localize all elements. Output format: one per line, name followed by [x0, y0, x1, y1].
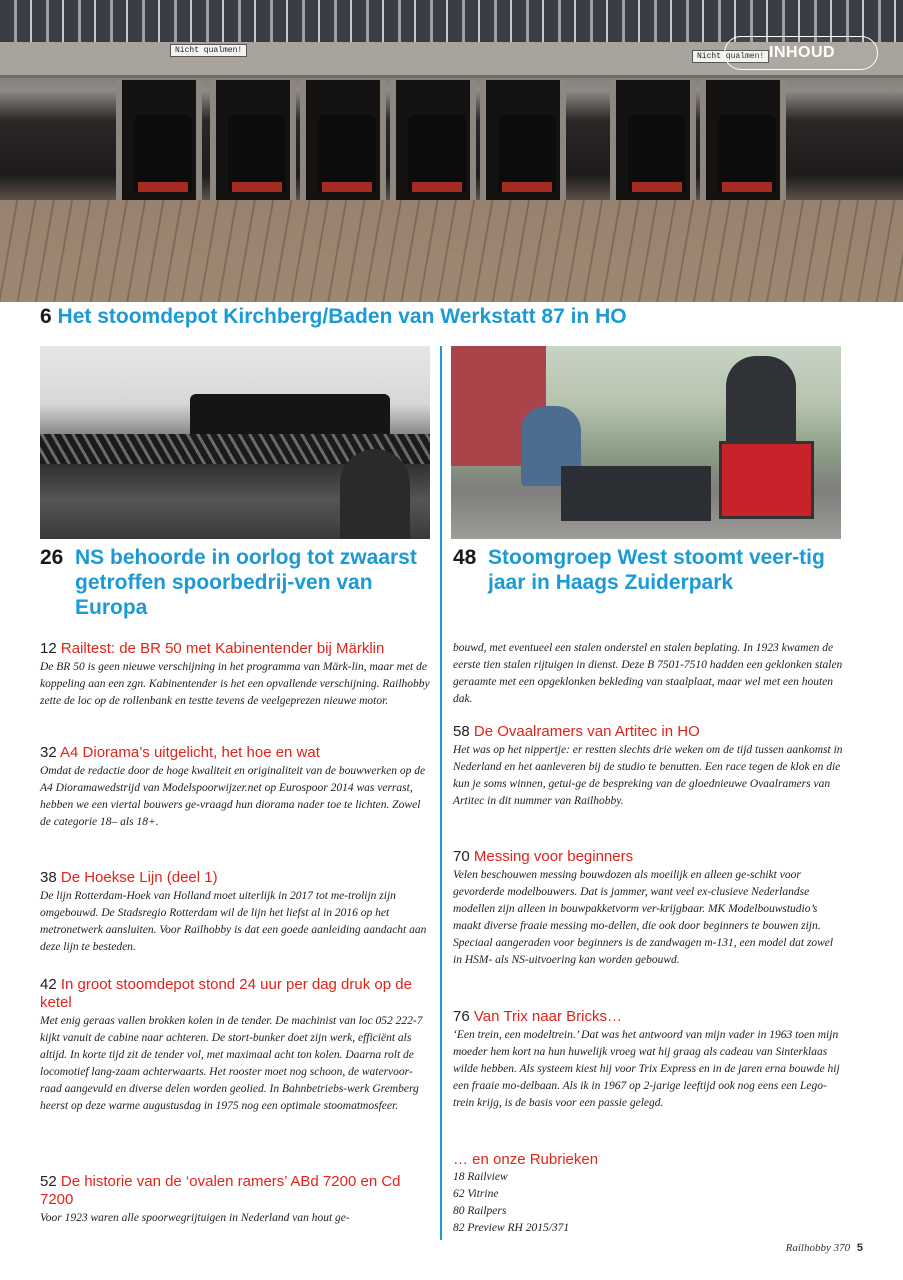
photo-stoomgroep-west: [451, 346, 841, 539]
loco-bay: [480, 80, 566, 200]
article-number: 58: [453, 723, 470, 740]
article-summary: De BR 50 is geen nieuwe verschijning in het programma van Märk-lin, maar met de koppeling aan een zgn. Kabinentender is het een opvallende verschijning. Railhobby zette de loc op de rollenbank en testte tevens de veelgeprezen nieuwe motor.: [40, 661, 430, 707]
article-title: De historie van de ‘ovalen ramers’ ABd 7200 en Cd 7200: [40, 1173, 401, 1208]
article-title: De Ovaalramers van Artitec in HO: [473, 723, 700, 740]
page-footer: [786, 1242, 863, 1254]
article-52-continued: [453, 639, 843, 708]
magazine-issue: Railhobby 370: [785, 1242, 851, 1254]
article-summary: Omdat de redactie door de hoge kwaliteit en originaliteit van de bouwwerken op de A4 Dioramawedstrijd van Modelspoorwijzer.net op Eurospoor 2014 was verrast, hebben we een viertal bouwers ge-vraagd hun diorama nader toe te lichten. Zowel de categorie 18– als 18+.: [40, 765, 426, 828]
article-32[interactable]: [40, 744, 430, 831]
feature-26-title: NS behoorde in oorlog tot zwaarst getroffen spoorbedrij-ven van Europa: [75, 546, 417, 619]
article-58[interactable]: [453, 723, 843, 810]
turntable-floor: [0, 200, 903, 302]
article-summary: Het was op het nippertje: er restten slechts drie weken om de tijd tussen aankomst in Nederland en het aanleveren bij de studio te benutten. Een race tegen de klok en die kun je soms winnen, getui-ge de bespreking van de gloednieuwe Ovaalramers van Artitec in dit nummer van Railhobby.: [453, 744, 843, 807]
loco-bay: [610, 80, 696, 200]
feature-48-number: 48: [453, 546, 477, 569]
article-12[interactable]: [40, 640, 430, 710]
article-title: In groot stoomdepot stond 24 uur per dag druk op de ketel: [40, 976, 412, 1011]
photo-wartime-bridge: [40, 346, 430, 539]
rubriek-item[interactable]: 80 Railpers: [453, 1205, 507, 1217]
hero-photo-roundhouse: [0, 0, 903, 302]
rubriek-item[interactable]: 62 Vitrine: [453, 1188, 499, 1200]
article-76[interactable]: [453, 1008, 843, 1112]
article-summary: Met enig geraas vallen brokken kolen in de tender. De machinist van loc 052 222-7 kijkt vanuit de cabine naar achteren. De stort-bunker doet zijn werk, efficiënt als altijd. In korte tijd zit de tender vol, met maximaal acht ton kolen. Daarna rolt de locomotief lang-zaam achterwaarts. Het rooster moet nog schoon, de watervoor-raad aangevuld en diverse delen worden geolied. In Bahnbetriebs-werk Gremberg heerst op deze warme augustusdag in 1975 nog een optimale stoomatmosfeer.: [40, 1015, 423, 1112]
article-title: Messing voor beginners: [473, 848, 634, 865]
article-summary-continued: bouwd, met eventueel een stalen onderstel en stalen beplating. In 1923 kwamen de eerste tien stalen rijtuigen in dienst. Deze B 7501-7510 hadden een geklonken stalen geraamte met een opgeklonken bekleding van staalplaat, maar wel met een houten dak.: [453, 642, 843, 705]
lead-headline[interactable]: [40, 305, 627, 329]
inhoud-badge[interactable]: INHOUD: [724, 36, 878, 70]
rubrieken-list: [453, 1151, 843, 1237]
article-number: 70: [453, 848, 470, 865]
article-summary: ‘Een trein, een modeltrein.’ Dat was het antwoord van mijn vader in 1963 toen mijn moeder hem kort na hun huwelijk vroeg wat hij graag als cadeau van Sinterklaas wilde hebben. Als systeem kiest hij voor Trix Express en in de jaren erna bouwde hij een fraaie mo-delbaan. Als ik in 1967 op 2-jarige leeftijd ook nog eens een Lego-trein krijg, is de basis voor een passie gelegd.: [453, 1029, 840, 1109]
loco-bay: [116, 80, 202, 200]
article-title: De Hoekse Lijn (deel 1): [60, 869, 218, 886]
feature-26[interactable]: [40, 545, 430, 620]
article-number: 12: [40, 640, 57, 657]
sign-left: Nicht qualmen!: [170, 44, 247, 57]
feature-48-title: Stoomgroep West stoomt veer-tig jaar in Haags Zuiderpark: [488, 546, 825, 594]
article-title: Railtest: de BR 50 met Kabinentender bij Märklin: [60, 640, 385, 657]
loco-bay: [700, 80, 786, 200]
article-38[interactable]: [40, 869, 430, 956]
loco-bay: [300, 80, 386, 200]
feature-26-number: 26: [40, 546, 64, 569]
article-52[interactable]: [40, 1173, 430, 1227]
rubriek-item[interactable]: 82 Preview RH 2015/371: [453, 1222, 570, 1234]
article-number: 42: [40, 976, 57, 993]
article-title: A4 Diorama’s uitgelicht, het hoe en wat: [60, 744, 320, 761]
rubriek-item[interactable]: 18 Railview: [453, 1171, 508, 1183]
article-summary: De lijn Rotterdam-Hoek van Holland moet uiterlijk in 2017 tot me-trolijn zijn omgebouwd. De Stadsregio Rotterdam wil de lijn het liefst al in 2016 op het metronetwerk aansluiten. Voor Railhobby is dat een goede aanleiding aandacht aan deze lijn te besteden.: [40, 890, 427, 953]
article-number: 76: [453, 1008, 470, 1025]
lead-page-number: 6: [40, 305, 52, 328]
article-summary: Velen beschouwen messing bouwdozen als moeilijk en alleen ge-schikt voor gevorderde modelbouwers. Dat is jammer, want veel ex-clusieve Nederlandse modellen zijn alleen in bouwpakketvorm ver-krijgbaar. MK Modelbouwstudio’s maakt diverse fraaie messing mo-dellen, die ook door beginners te bouwen zijn. Speciaal aangeraden voor beginners is de zandwagen m-131, een model dat zowel in HSM- als NS-uitvoering kan worden gebouwd.: [453, 869, 834, 966]
feature-48[interactable]: [453, 545, 843, 595]
lead-title: Het stoomdepot Kirchberg/Baden van Werkstatt 87 in HO: [57, 305, 627, 328]
article-summary: Voor 1923 waren alle spoorwegrijtuigen in Nederland van hout ge-: [40, 1212, 350, 1224]
article-42[interactable]: [40, 976, 430, 1115]
loco-bay: [210, 80, 296, 200]
loco-bay: [390, 80, 476, 200]
page-number: 5: [856, 1242, 863, 1254]
rubrieken-heading: … en onze Rubrieken: [453, 1151, 599, 1168]
sign-right: Nicht qualmen!: [692, 50, 769, 63]
article-70[interactable]: [453, 848, 843, 969]
article-number: 38: [40, 869, 57, 886]
article-number: 52: [40, 1173, 57, 1190]
article-number: 32: [40, 744, 57, 761]
column-divider: [440, 346, 442, 1240]
article-title: Van Trix naar Bricks…: [473, 1008, 622, 1025]
